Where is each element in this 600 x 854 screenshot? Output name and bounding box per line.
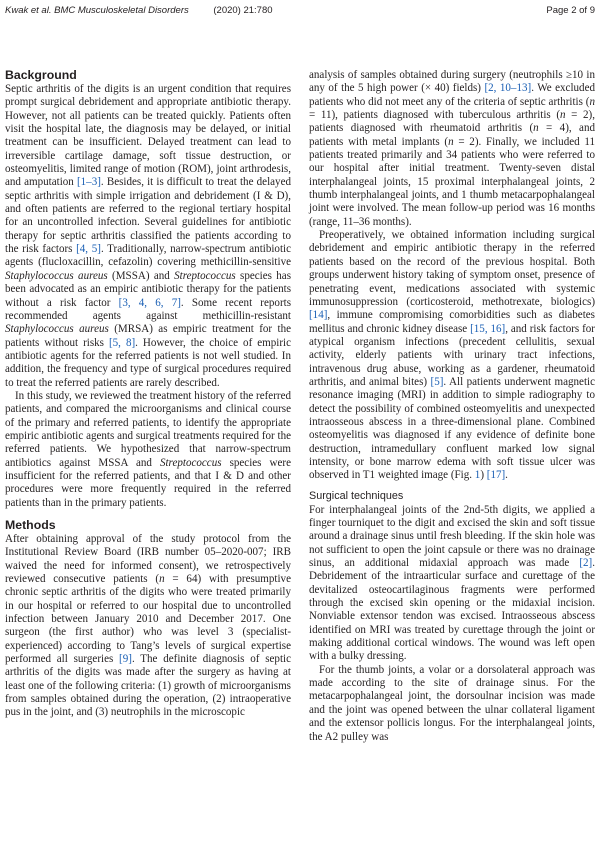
methods-paragraph-2: Preoperatively, we obtained information including surgical debridement and empiric antibiotic therapy in the referred patients based on the record of the previous hospital. Both groups underwent history taking of symptom onset, presence of penetrating event, medications associated with systemic immunosuppression (corticosteroid, methotrexate, biologics) [14], immune compromising comorbidities such as diabetes mellitus and chronic kidney disease [15, 16], and risk factors for atypical organism infections (precedent cellulitis, sexual activity, elderly patients with urinary tract infections, intravenous drug abuse, working as a gardener, rheumatoid arthritis, and animal bites) [5]. All patients underwent magnetic resonance imaging (MRI) in addition to simple radiography to detect the possibility of combined osteomyelitis and unexpected intraosseous abscess in a three-dimensional plane. Combined osteomyelitis was diagnosed if any evidence of definite bone destruction, intramedullary confluent marked low signal intensity, or bone marrow edema with soft tissue ulcer was observed in T1 weighted image (Fig. 1) [17]. (309, 229, 595, 482)
background-paragraph-1: Septic arthritis of the digits is an urgent condition that requires prompt surgical debridement and appropriate antibiotic therapy. However, not all patients can be treated quickly. Patients often visit the hospital late, the diagnosis may be delayed, or initial treatment can be insufficient. Delayed treatment can lead to irreversible cartilage damage, soft tissue destruction, or osteomyelitis, limited range of motion (ROM), joint arthrodesis, and amputation [1–3]. Besides, it is difficult to treat the delayed septic arthritis with simple irrigation and debridement (I & D), and often patients are referred to the regional tertiary hospital for an uncontrolled infection. Several guidelines for antibiotic therapy for septic arthritis classified the patients according to the risk factors [4, 5]. Traditionally, narrow-spectrum antibiotic agents (flucloxacillin, cefazolin) covering methicillin-sensitive Staphylococcus aureus (MSSA) and Streptococcus species has been advocated as an empiric antibiotic therapy for the patients without a risk factor [3, 4, 6, 7]. Some recent reports recommended agents against methicillin-resistant Staphylococcus aureus (MRSA) as empiric treatment for the patients without risks [5, 8]. However, the choice of empiric antibiotic agents for the referred patients is not well studied. In addition, the frequency and type of surgical procedures required to treat the referred patients are rarely described. (5, 83, 292, 389)
page-number: Page 2 of 9 (546, 5, 595, 16)
right-column (309, 69, 595, 744)
header-journal: BMC Musculoskeletal Disorders (54, 5, 189, 16)
background-heading: Background (5, 68, 77, 82)
methods-heading: Methods (5, 518, 56, 532)
surgical-techniques-heading: Surgical techniques (309, 489, 404, 502)
surgical-paragraph-2: For the thumb joints, a volar or a dorsolateral approach was made according to the site of drainage sinus. For the metacarpophalangeal joint, the dorsoulnar incision was made and the joint was opened between the ulnar collateral ligament and the extensor pollicis longus. For the interphalangeal joints, the A2 pulley was (309, 663, 595, 743)
methods-paragraph-1: After obtaining approval of the study protocol from the Institutional Review Board (IRB number 05–2020-007; IRB waived the need for informed consent), we retrospectively reviewed consecutive patients (n = 64) with presumptive chronic septic arthritis of the digits who were treated primarily in our hospital or referred to our hospital due to uncontrolled infection between January 2010 and December 2017. One surgeon (the first author) who was level 3 (specialist-experienced) according to Tang’s levels of surgical expertise performed all surgeries [9]. The definite diagnosis of septic arthritis of the digits was made after the surgery as having at least one of the following criteria: (1) growth of microorganisms from samples obtained during the operation, (2) intraoperative pus in the joint, and (3) neutrophils in the microscopic (5, 533, 291, 719)
methods-paragraph-1-continued: analysis of samples obtained during surgery (neutrophils ≥10 in any of the 5 high power (× 40) fields) [2, 10–13]. We excluded patients who did not meet any of the criteria of septic arthritis (n = 11), patients diagnosed with tuberculous arthritis (n = 2), patients diagnosed with rheumatoid arthritis (n = 4), and patients with metal implants (n = 2). Finally, we included 11 patients treated primarily and 34 patients who were referred to our hospital after initial treatment. Twenty-seven distal interphalangeal joints, 15 proximal interphalangeal joints, 2 thumb interphalangeal joints, and 1 thumb metacarpophalangeal joint were involved. The mean follow-up period was 16 months (range, 11–36 months). (309, 69, 595, 228)
header-citation (5, 5, 273, 16)
left-column (5, 68, 291, 720)
running-header (0, 0, 600, 20)
header-volume: (2020) 21:780 (213, 5, 273, 16)
header-authors: Kwak et al. (5, 5, 52, 16)
background-paragraph-2: In this study, we reviewed the treatment history of the referred patients, and compared the microorganisms and clinical course of the primary and referred patients, to identify the appropriate empiric antibiotic agents and surgical treatments required for the referred patients. We hypothesized that narrow-spectrum antibiotics against MSSA and Streptococcus species were insufficient for the referred patients, and that I & D and other procedures were more frequently required in the referred patients than in the primary patients. (5, 389, 292, 509)
surgical-paragraph-1: For interphalangeal joints of the 2nd-5th digits, we applied a finger tourniquet to the digit and excised the skin and soft tissue around a drainage sinus until fresh bleeding. If the skin hole was not sufficient to open the joint capsule or there was no drainage sinus, an additional midaxial approach was made [2]. Debridement of the intraarticular surface and curettage of the devitalized osteocartilaginous fragments were performed through the excised skin opening or the midaxial incision. Nonviable extensor tendon was excised. Intraosseous abscess identified on MRI was treated by curettage through the joint or making additional cortical windows. The wound was left open with a bulky dressing. (309, 503, 595, 663)
